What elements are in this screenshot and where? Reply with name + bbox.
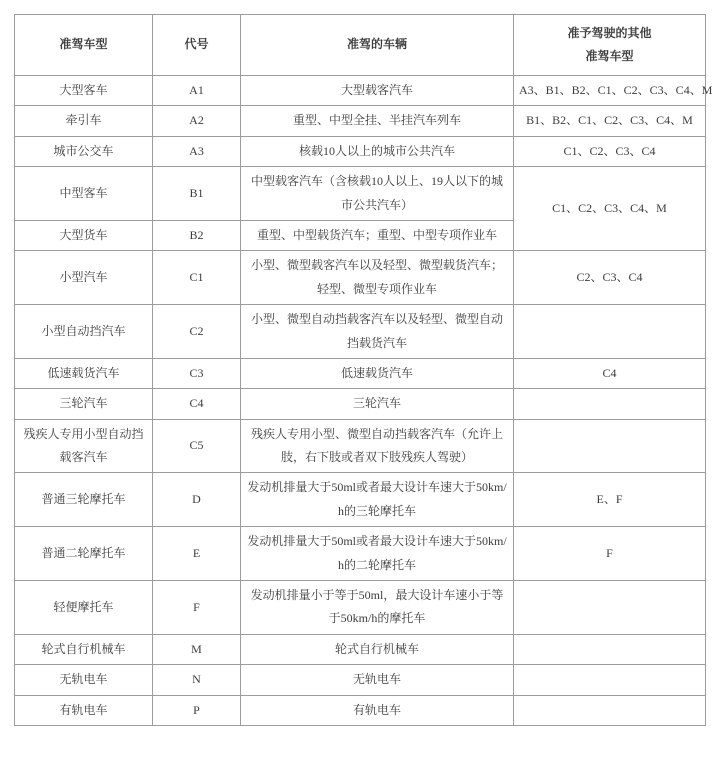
cell-code: C3 (153, 358, 241, 388)
cell-vehicles: 三轮汽车 (241, 389, 514, 419)
cell-code: B2 (153, 220, 241, 250)
cell-other-types (514, 695, 706, 725)
cell-other-types: A3、B1、B2、C1、C2、C3、C4、M (514, 76, 706, 106)
cell-vehicle-type: 小型自动挡汽车 (15, 305, 153, 359)
table-row (15, 136, 706, 166)
cell-other-types (514, 389, 706, 419)
cell-vehicle-type: 小型汽车 (15, 251, 153, 305)
cell-other-types (514, 665, 706, 695)
permitted-vehicle-types-table (14, 14, 713, 726)
cell-code: F (153, 581, 241, 635)
table-row (15, 419, 706, 473)
cell-code: D (153, 473, 241, 527)
table-row (15, 695, 706, 725)
cell-vehicle-type: 城市公交车 (15, 136, 153, 166)
header-code: 代号 (153, 15, 241, 76)
cell-code: C4 (153, 389, 241, 419)
cell-code: M (153, 634, 241, 664)
cell-vehicles: 重型、中型全挂、半挂汽车列车 (241, 106, 514, 136)
cell-vehicles: 发动机排量小于等于50ml，最大设计车速小于等于50km/h的摩托车 (241, 581, 514, 635)
table-row (15, 305, 706, 359)
table-row (15, 358, 706, 388)
cell-code: C1 (153, 251, 241, 305)
cell-vehicle-type: 普通三轮摩托车 (15, 473, 153, 527)
header-other-line2: 准驾车型 (585, 49, 634, 63)
cell-vehicles: 小型、微型载客汽车以及轻型、微型载货汽车；轻型、微型专项作业车 (241, 251, 514, 305)
table-row (15, 527, 706, 581)
cell-vehicle-type: 残疾人专用小型自动挡载客汽车 (15, 419, 153, 473)
cell-code: A3 (153, 136, 241, 166)
cell-vehicles: 无轨电车 (241, 665, 514, 695)
table-row (15, 389, 706, 419)
cell-vehicles: 小型、微型自动挡载客汽车以及轻型、微型自动挡载货汽车 (241, 305, 514, 359)
cell-vehicle-type: 牵引车 (15, 106, 153, 136)
cell-vehicle-type: 中型客车 (15, 167, 153, 221)
header-vehicles: 准驾的车辆 (241, 15, 514, 76)
header-row (15, 15, 706, 76)
cell-code: A2 (153, 106, 241, 136)
table-row (15, 106, 706, 136)
cell-code: E (153, 527, 241, 581)
cell-other-types: C4 (514, 358, 706, 388)
cell-other-types: E、F (514, 473, 706, 527)
cell-vehicles: 大型载客汽车 (241, 76, 514, 106)
header-other-line1: 准予驾驶的其他 (567, 25, 652, 40)
table-row (15, 251, 706, 305)
cell-vehicles: 核载10人以上的城市公共汽车 (241, 136, 514, 166)
cell-vehicle-type: 大型货车 (15, 220, 153, 250)
cell-other-types: B1、B2、C1、C2、C3、C4、M (514, 106, 706, 136)
cell-other-types: F (514, 527, 706, 581)
cell-code: C5 (153, 419, 241, 473)
cell-vehicles: 有轨电车 (241, 695, 514, 725)
cell-other-types: C2、C3、C4 (514, 251, 706, 305)
cell-code: N (153, 665, 241, 695)
cell-other-types (514, 634, 706, 664)
cell-vehicles: 低速载货汽车 (241, 358, 514, 388)
cell-vehicle-type: 普通二轮摩托车 (15, 527, 153, 581)
cell-other-types: C1、C2、C3、C4 (514, 136, 706, 166)
table-row (15, 581, 706, 635)
table-row (15, 473, 706, 527)
table-body (15, 76, 713, 726)
cell-other-types (514, 419, 706, 473)
header-other-types (514, 15, 706, 76)
cell-code: A1 (153, 76, 241, 106)
cell-vehicles: 轮式自行机械车 (241, 634, 514, 664)
cell-code: B1 (153, 167, 241, 221)
cell-other-types (514, 305, 706, 359)
cell-code: P (153, 695, 241, 725)
cell-code: C2 (153, 305, 241, 359)
cell-vehicles: 重型、中型载货汽车；重型、中型专项作业车 (241, 220, 514, 250)
cell-vehicles: 发动机排量大于50ml或者最大设计车速大于50km/h的三轮摩托车 (241, 473, 514, 527)
cell-vehicle-type: 低速载货汽车 (15, 358, 153, 388)
cell-vehicles: 中型载客汽车（含核载10人以上、19人以下的城市公共汽车） (241, 167, 514, 221)
cell-vehicle-type: 轮式自行机械车 (15, 634, 153, 664)
cell-vehicle-type: 轻便摩托车 (15, 581, 153, 635)
cell-vehicles: 发动机排量大于50ml或者最大设计车速大于50km/h的二轮摩托车 (241, 527, 514, 581)
table-row (15, 665, 706, 695)
cell-other-types: C1、C2、C3、C4、M (514, 167, 706, 251)
table-row (15, 76, 706, 106)
cell-vehicle-type: 大型客车 (15, 76, 153, 106)
cell-vehicle-type: 有轨电车 (15, 695, 153, 725)
cell-vehicles: 残疾人专用小型、微型自动挡载客汽车（允许上肢，右下肢或者双下肢残疾人驾驶） (241, 419, 514, 473)
table-row (15, 634, 706, 664)
table-row (15, 167, 706, 221)
cell-vehicle-type: 三轮汽车 (15, 389, 153, 419)
cell-vehicle-type: 无轨电车 (15, 665, 153, 695)
cell-other-types (514, 581, 706, 635)
header-vehicle-type: 准驾车型 (15, 15, 153, 76)
